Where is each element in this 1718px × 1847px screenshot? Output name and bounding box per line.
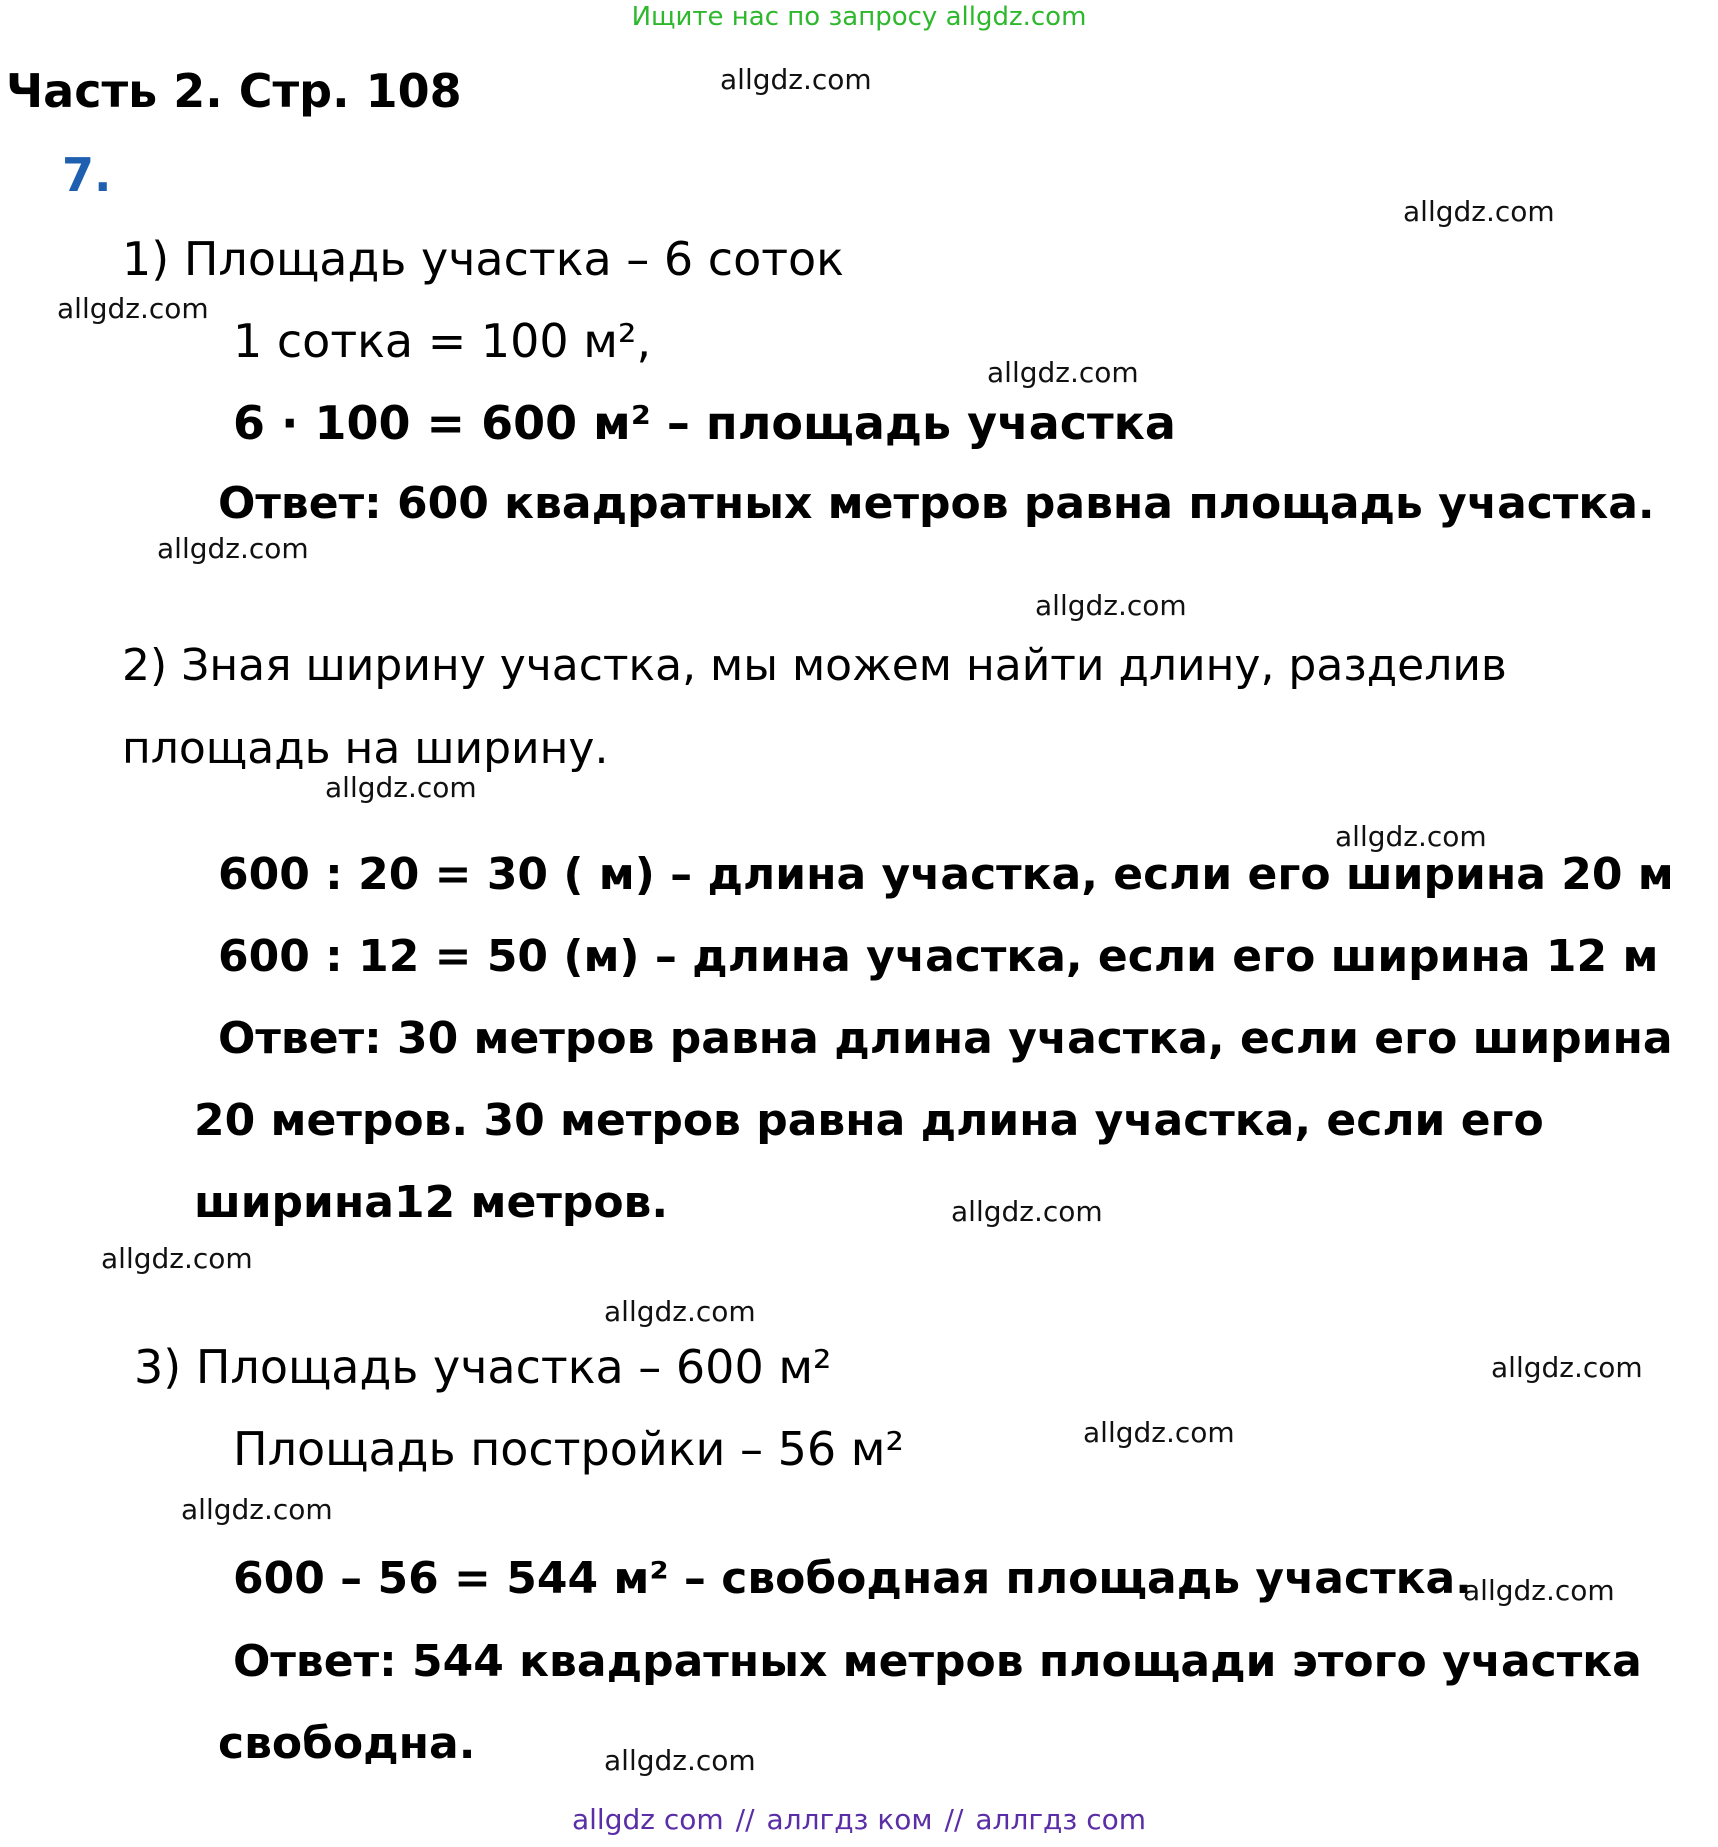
watermark: allgdz.com bbox=[57, 292, 209, 325]
watermark: allgdz.com bbox=[720, 63, 872, 96]
part3-answer-line2: свободна. bbox=[218, 1718, 476, 1769]
part3-calculation: 600 – 56 = 544 м² – свободная площадь участка. bbox=[233, 1553, 1472, 1604]
part3-building-area: Площадь постройки – 56 м² bbox=[233, 1422, 904, 1476]
part2-answer-line2: 20 метров. 30 метров равна длина участка, если его bbox=[194, 1095, 1544, 1146]
task-number: 7. bbox=[62, 148, 112, 202]
part2-answer-line1: Ответ: 30 метров равна длина участка, если его ширина bbox=[218, 1013, 1673, 1064]
part2-calculation-1: 600 : 20 = 30 ( м) – длина участка, если его ширина 20 м bbox=[218, 849, 1674, 900]
part2-answer-line3: ширина12 метров. bbox=[194, 1177, 669, 1228]
watermark: allgdz.com bbox=[101, 1242, 253, 1275]
watermark: allgdz.com bbox=[604, 1744, 756, 1777]
footer-link-3[interactable]: аллгдз com bbox=[975, 1803, 1147, 1836]
footer-separator: // bbox=[944, 1803, 964, 1836]
watermark: allgdz.com bbox=[604, 1295, 756, 1328]
footer-link-2[interactable]: аллгдз ком bbox=[766, 1803, 933, 1836]
part3-statement: 3) Площадь участка – 600 м² bbox=[134, 1340, 832, 1394]
watermark: allgdz.com bbox=[1463, 1574, 1615, 1607]
watermark: allgdz.com bbox=[951, 1195, 1103, 1228]
part1-conversion: 1 сотка = 100 м², bbox=[233, 314, 652, 368]
watermark: allgdz.com bbox=[1035, 589, 1187, 622]
watermark: allgdz.com bbox=[1403, 195, 1555, 228]
part3-answer-line1: Ответ: 544 квадратных метров площади этого участка bbox=[233, 1636, 1642, 1687]
page-title: Часть 2. Стр. 108 bbox=[6, 64, 462, 118]
watermark: allgdz.com bbox=[987, 356, 1139, 389]
watermark: allgdz.com bbox=[1083, 1416, 1235, 1449]
search-banner: Ищите нас по запросу allgdz.com bbox=[631, 2, 1087, 32]
part1-calculation: 6 · 100 = 600 м² – площадь участка bbox=[233, 396, 1176, 450]
watermark: allgdz.com bbox=[1335, 820, 1487, 853]
watermark: allgdz.com bbox=[157, 532, 309, 565]
watermark: allgdz.com bbox=[181, 1493, 333, 1526]
footer-link-1[interactable]: allgdz com bbox=[571, 1803, 724, 1836]
footer-separator: // bbox=[735, 1803, 755, 1836]
watermark: allgdz.com bbox=[1491, 1351, 1643, 1384]
watermark: allgdz.com bbox=[325, 771, 477, 804]
part2-calculation-2: 600 : 12 = 50 (м) – длина участка, если его ширина 12 м bbox=[218, 931, 1659, 982]
footer-links bbox=[0, 1803, 1718, 1836]
part1-answer: Ответ: 600 квадратных метров равна площадь участка. bbox=[218, 478, 1655, 529]
part2-statement-line1: 2) Зная ширину участка, мы можем найти длину, разделив bbox=[122, 640, 1507, 691]
part1-statement: 1) Площадь участка – 6 соток bbox=[122, 232, 844, 286]
part2-statement-line2: площадь на ширину. bbox=[122, 723, 609, 774]
